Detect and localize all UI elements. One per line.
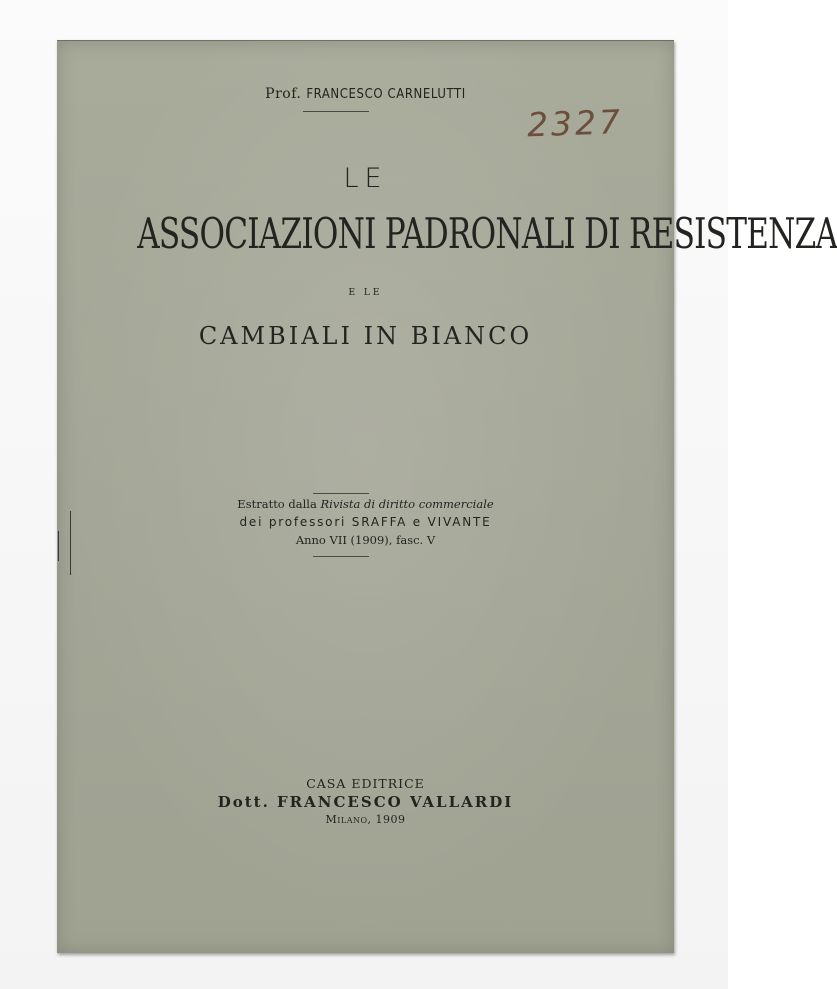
booklet-cover (57, 40, 837, 953)
title-article: LE (343, 163, 388, 194)
journal-name: Rivista di diritto commerciale (320, 497, 494, 511)
publisher-house: CASA EDITRICE (306, 776, 425, 791)
author-divider (303, 111, 369, 112)
title-conjunction: E LE (348, 288, 383, 298)
inventory-number: 2327 (526, 102, 624, 145)
excerpt-line-3: Anno VII (1909), fasc. V (295, 533, 436, 547)
publisher-place-year: Milano, 1909 (325, 813, 406, 826)
excerpt-top-divider (313, 493, 369, 494)
publisher-name: Dott. FRANCESCO VALLARDI (217, 793, 514, 811)
main-title: ASSOCIAZIONI PADRONALI DI RESISTENZA (137, 209, 837, 258)
excerpt-prefix: Estratto dalla (237, 497, 317, 511)
author-prefix: Prof. (265, 86, 302, 102)
excerpt-line-2: dei professori SRAFFA e VIVANTE (239, 515, 492, 529)
author-name: FRANCESCO CARNELUTTI (306, 87, 466, 102)
sub-title: CAMBIALI IN BIANCO (198, 322, 533, 350)
author-line (57, 86, 674, 102)
excerpt-line-1 (57, 497, 674, 511)
excerpt-bottom-divider (313, 556, 369, 557)
